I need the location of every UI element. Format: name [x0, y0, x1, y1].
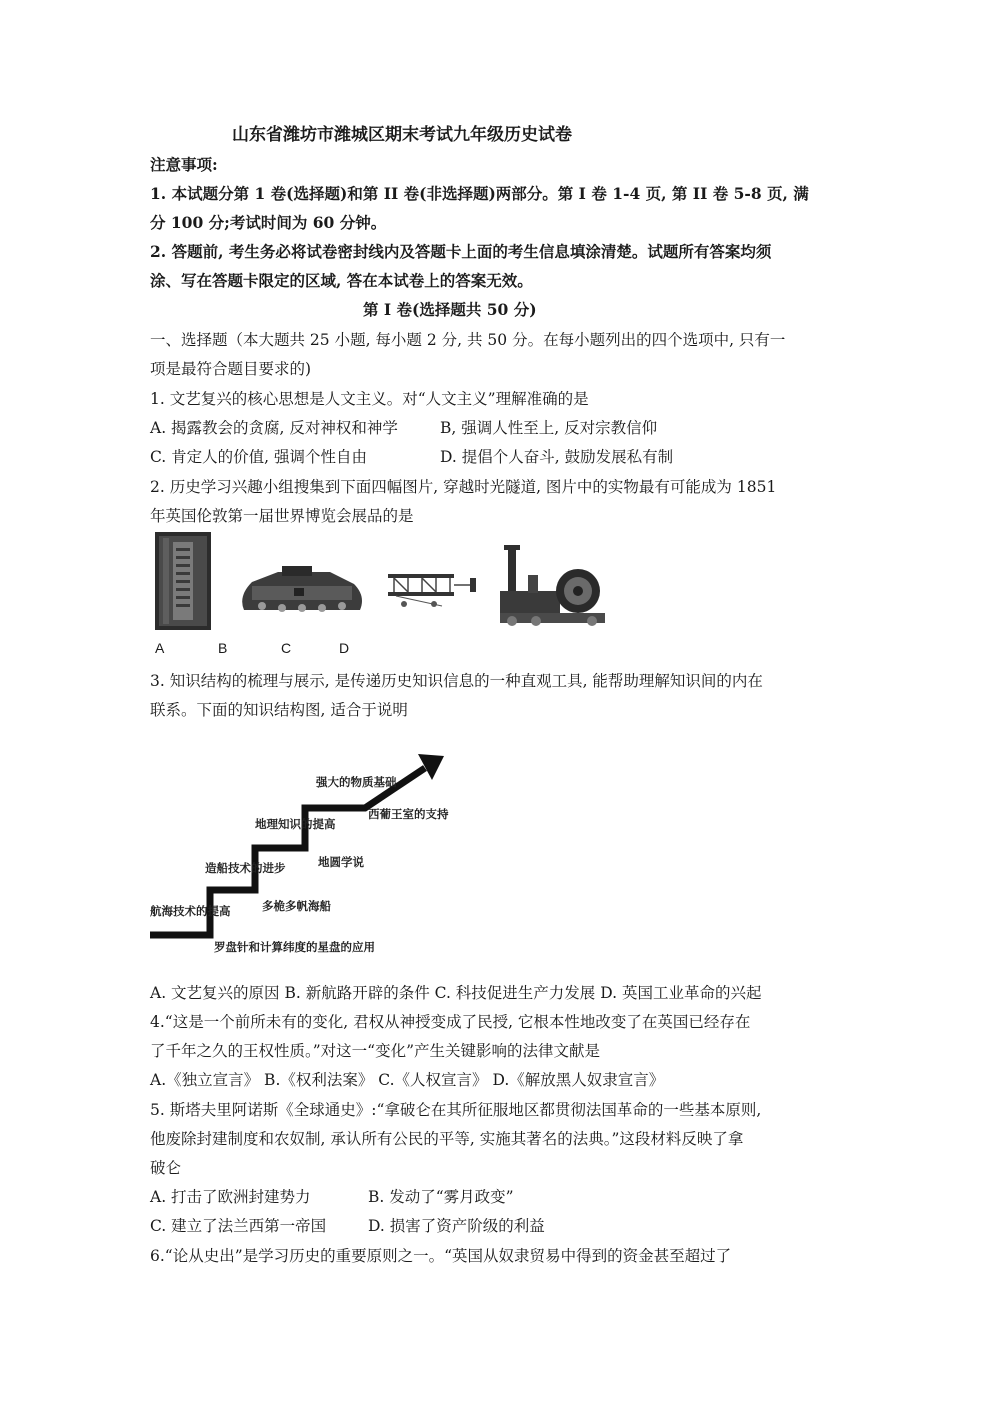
notice-heading: 注意事项:	[150, 155, 218, 174]
diagram-label-geography: 地理知识的提高	[255, 817, 336, 831]
q1-option-d: D. 提倡个人奋斗, 鼓励发展私有制	[440, 448, 674, 466]
section-title: 第 I 卷(选择题共 50 分)	[363, 300, 537, 319]
q2-image-a-stele	[155, 532, 211, 630]
instructions-line-2: 项是最符合题目要求的)	[150, 360, 312, 378]
q5-option-c: C. 建立了法兰西第一帝国	[150, 1217, 327, 1235]
diagram-label-shipbuilding: 造船技术的进步	[205, 861, 286, 875]
q5-stem-line-1: 5. 斯塔夫里阿诺斯《全球通史》:“拿破仑在其所征服地区都贯彻法国革命的一些基本原则,	[150, 1101, 762, 1119]
q2-label-b: B	[218, 640, 228, 656]
q5-stem-line-2: 他废除封建制度和农奴制, 承认所有公民的平等, 实施其著名的法典。”这段材料反映了拿	[150, 1130, 744, 1148]
diagram-label-navigation: 航海技术的提高	[150, 904, 231, 918]
page-title: 山东省潍坊市潍城区期末考试九年级历史试卷	[232, 125, 572, 145]
notice-item-1-line-2: 分 100 分;考试时间为 60 分钟。	[150, 213, 387, 232]
q4-options: A.《独立宣言》 B.《权利法案》 C.《人权宣言》 D.《解放黑人奴隶宣言》	[150, 1071, 665, 1089]
q1-stem: 1. 文艺复兴的核心思想是人文主义。对“人文主义”理解准确的是	[150, 390, 589, 408]
q3-options: A. 文艺复兴的原因 B. 新航路开辟的条件 C. 科技促进生产力发展 D. 英国工业革命的兴起	[150, 984, 762, 1002]
q1-option-a: A. 揭露教会的贪腐, 反对神权和神学	[150, 419, 398, 437]
q2-label-d: D	[339, 640, 350, 656]
q2-label-c: C	[281, 640, 292, 656]
q1-option-b: B, 强调人性至上, 反对宗教信仰	[440, 419, 658, 437]
diagram-label-round-earth: 地圆学说	[318, 855, 364, 869]
q1-option-c: C. 肯定人的价值, 强调个性自由	[150, 448, 368, 466]
notice-item-2-line-1: 2. 答题前, 考生务必将试卷密封线内及答题卡上面的考生信息填涂清楚。试题所有答案均须	[150, 242, 772, 261]
diagram-label-multi-mast-ships: 多桅多帆海船	[262, 899, 331, 913]
diagram-label-royal-support: 西葡王室的支持	[368, 807, 449, 821]
instructions-line-1: 一、选择题（本大题共 25 小题, 每小题 2 分, 共 50 分。在每小题列出的四个选项中, 只有一	[150, 331, 786, 349]
q3-stem-line-1: 3. 知识结构的梳理与展示, 是传递历史知识信息的一种直观工具, 能帮助理解知识间的内在	[150, 672, 763, 690]
q4-stem-line-2: 了千年之久的王权性质。”对这一“变化”产生关键影响的法律文献是	[150, 1042, 601, 1060]
q2-image-c-biplane	[384, 568, 480, 610]
q6-stem-line-1: 6.“论从史出”是学习历史的重要原则之一。“英国从奴隶贸易中得到的资金甚至超过了	[150, 1247, 732, 1265]
notice-item-2-line-2: 涂、写在答题卡限定的区域, 答在本试卷上的答案无效。	[150, 271, 533, 290]
q5-stem-line-3: 破仑	[150, 1159, 182, 1177]
q5-option-a: A. 打击了欧洲封建势力	[150, 1188, 311, 1206]
notice-item-1-line-1: 1. 本试题分第 1 卷(选择题)和第 II 卷(非选择题)两部分。第 I 卷 1-4 页, 第 II 卷 5-8 页, 满	[150, 184, 809, 203]
q5-option-b: B. 发动了“雾月政变”	[368, 1188, 514, 1206]
q3-stem-line-2: 联系。下面的知识结构图, 适合于说明	[150, 701, 408, 719]
q2-image-d-steam-engine	[500, 545, 605, 627]
diagram-label-compass: 罗盘针和计算纬度的星盘的应用	[214, 940, 375, 954]
q2-label-a: A	[155, 640, 165, 656]
q2-stem-line-2: 年英国伦敦第一届世界博览会展品的是	[150, 507, 414, 525]
q2-image-b-tank	[238, 566, 366, 618]
diagram-label-material-basis: 强大的物质基础	[316, 775, 397, 789]
q2-stem-line-1: 2. 历史学习兴趣小组搜集到下面四幅图片, 穿越时光隧道, 图片中的实物最有可能成为 1851	[150, 478, 777, 496]
q5-option-d: D. 损害了资产阶级的利益	[368, 1217, 545, 1235]
q4-stem-line-1: 4.“这是一个前所未有的变化, 君权从神授变成了民授, 它根本性地改变了在英国已经存在	[150, 1013, 751, 1031]
